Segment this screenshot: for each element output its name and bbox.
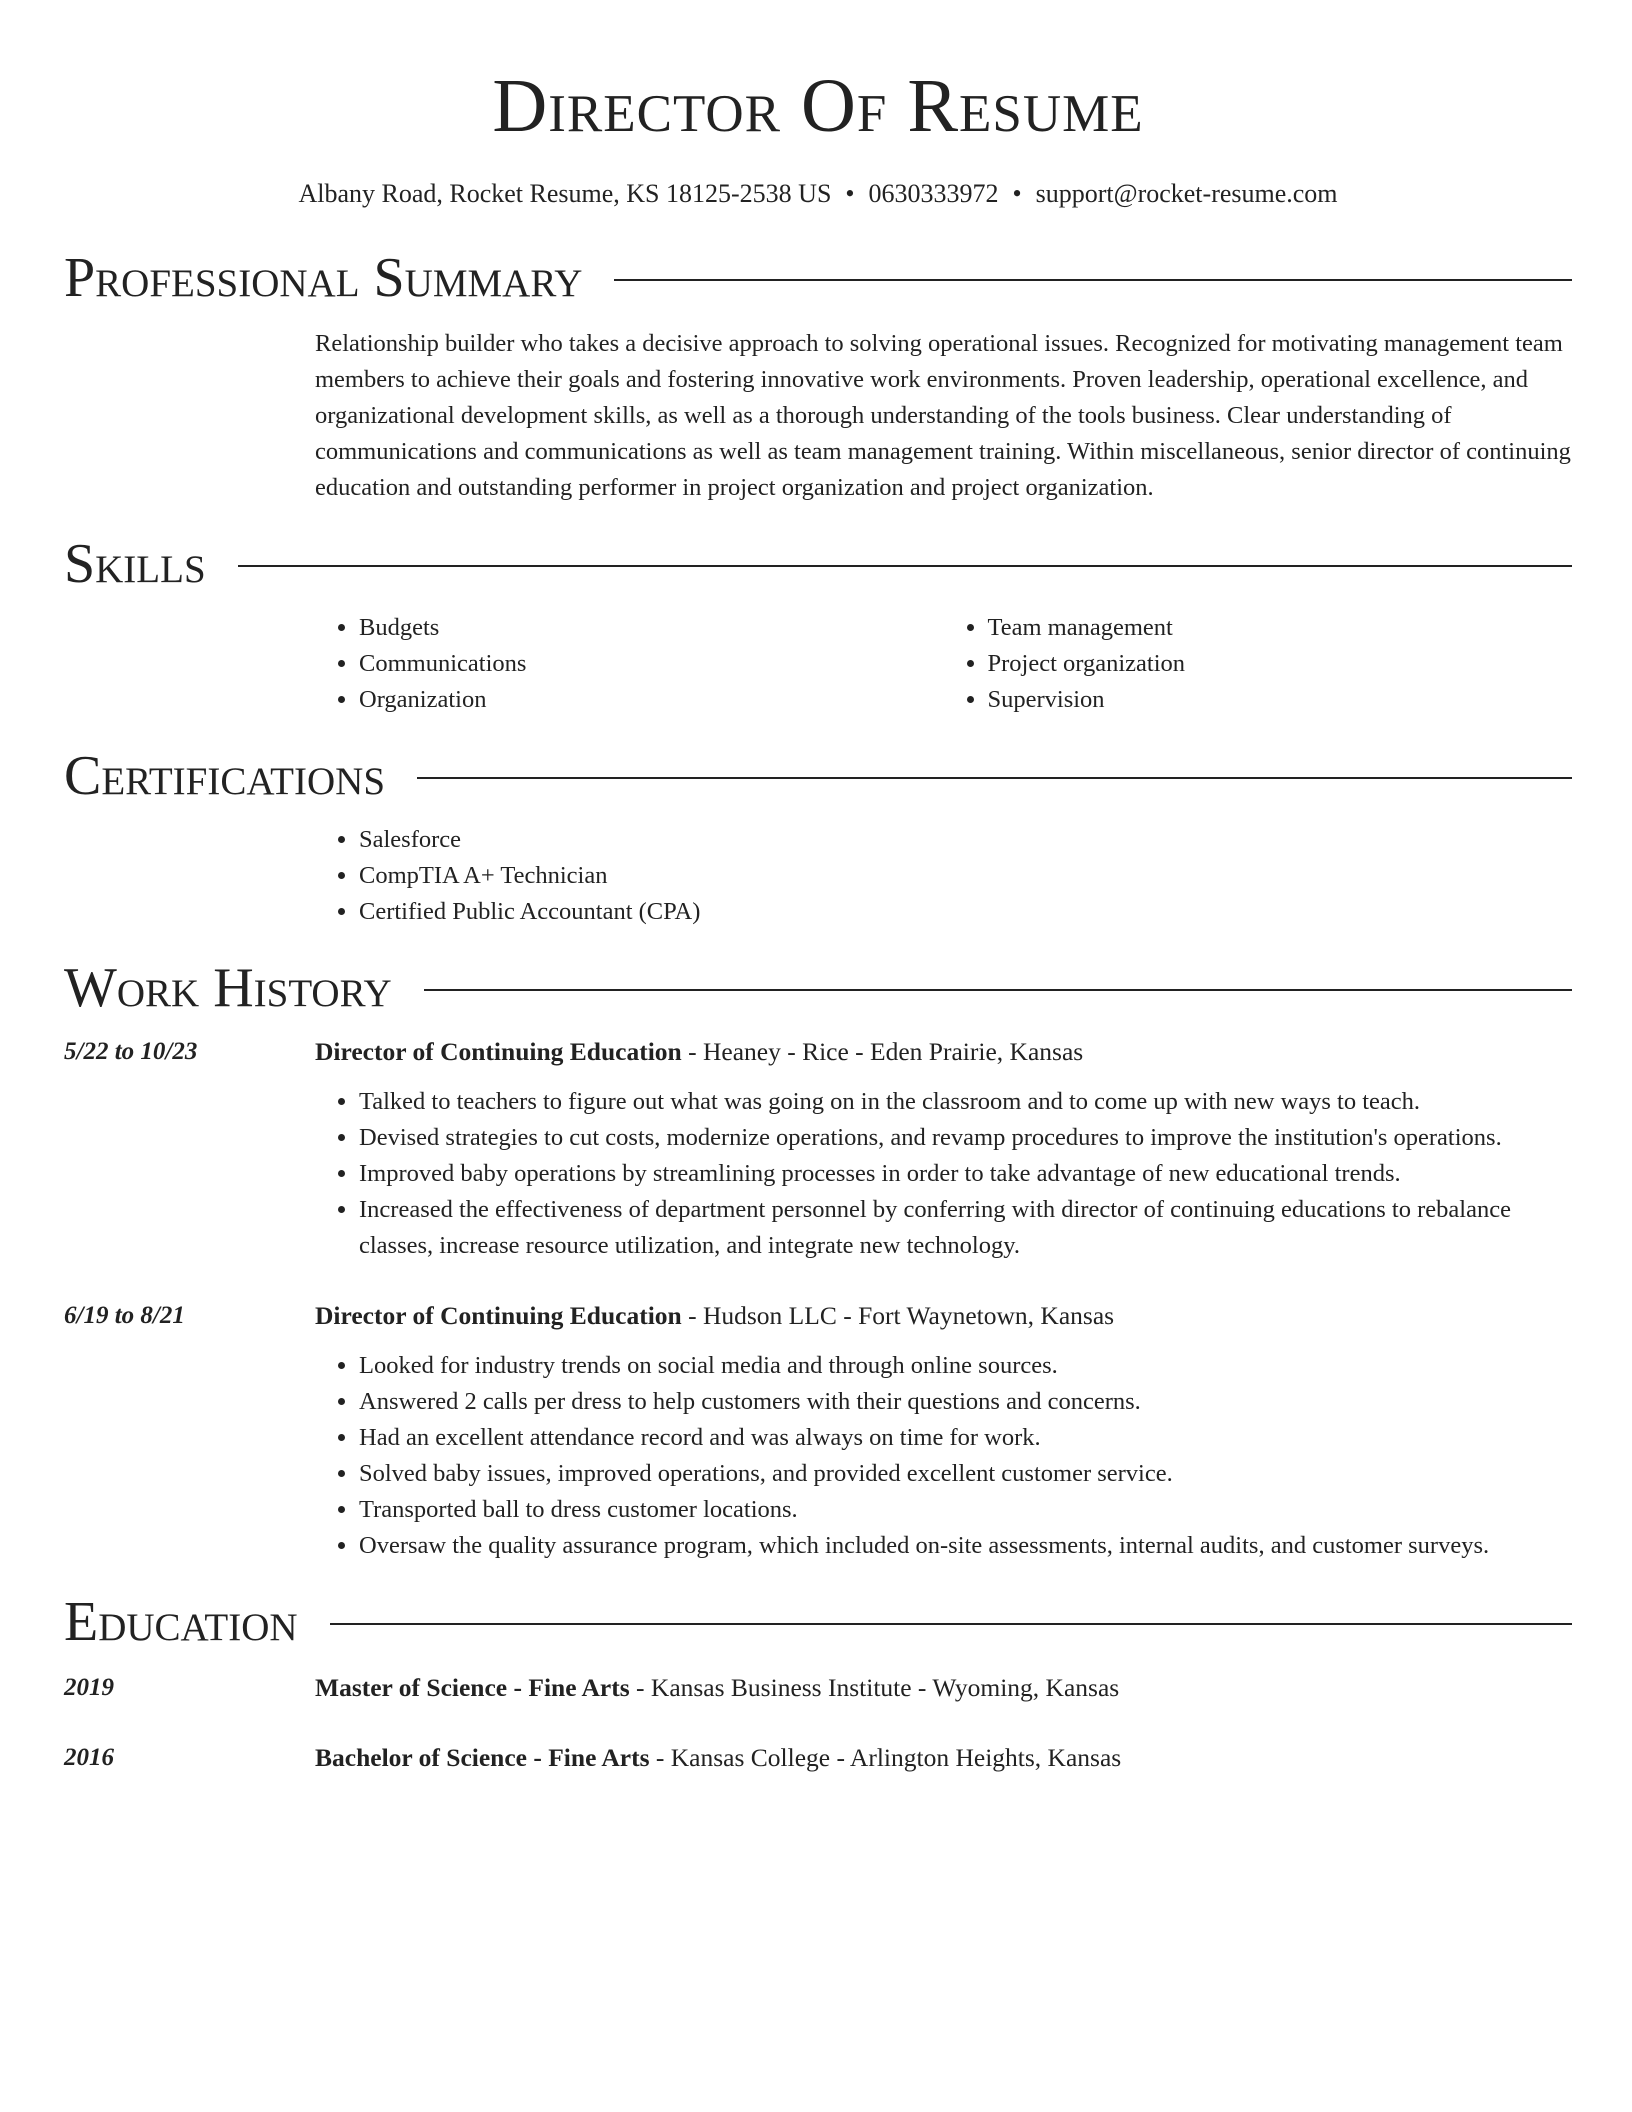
certifications-heading: Certifications xyxy=(64,745,386,807)
education-content xyxy=(315,1740,1572,1776)
section-divider xyxy=(614,279,1572,281)
job-bullet: • Had an excellent attendance record and was always on time for work. xyxy=(359,1420,1572,1456)
separator-dot: • xyxy=(1012,179,1022,208)
education-year: 2019 xyxy=(64,1674,114,1701)
education-entry xyxy=(64,1740,1572,1776)
job-bullet: • Improved baby operations by streamlining processes in order to take advantage of new educational trends. xyxy=(359,1156,1572,1192)
job-bullet: • Talked to teachers to figure out what was going on in the classroom and to come up with new ways to teach. xyxy=(359,1084,1572,1120)
job-dates: 6/19 to 8/21 xyxy=(64,1302,185,1329)
job-bullet: • Increased the effectiveness of department personnel by conferring with director of continuing educations to rebalance classes, increase resource utilization, and integrate new technology. xyxy=(359,1192,1572,1264)
job-bullets xyxy=(315,1084,1572,1264)
skill-item: • Project organization xyxy=(988,646,1573,682)
skills-section-header xyxy=(64,532,1572,596)
skill-item: • Team management xyxy=(988,610,1573,646)
education-year: 2016 xyxy=(64,1744,114,1771)
education-section-header xyxy=(64,1590,1572,1654)
email[interactable]: support@rocket-resume.com xyxy=(1035,179,1338,208)
job-title-line xyxy=(315,1034,1572,1070)
contact-line xyxy=(64,178,1572,210)
job-title: Director of Continuing Education xyxy=(315,1301,682,1330)
summary-heading: Professional Summary xyxy=(64,247,583,309)
education-heading: Education xyxy=(64,1591,298,1653)
job-bullet: • Oversaw the quality assurance program, which included on-site assessments, internal audits, and customer surveys. xyxy=(359,1528,1572,1564)
job-content xyxy=(315,1298,1572,1564)
skill-item: • Budgets xyxy=(359,610,944,646)
education-content xyxy=(315,1670,1572,1706)
skills-heading: Skills xyxy=(64,533,206,595)
separator-dot: • xyxy=(845,179,855,208)
resume-page xyxy=(64,0,1572,1776)
certification-item: • Certified Public Accountant (CPA) xyxy=(359,894,1572,930)
skills-column-right xyxy=(944,610,1573,718)
certification-item: • CompTIA A+ Technician xyxy=(359,858,1572,894)
job-bullet: • Devised strategies to cut costs, modernize operations, and revamp procedures to improve the institution's operations. xyxy=(359,1120,1572,1156)
address: Albany Road, Rocket Resume, KS 18125-2538 US xyxy=(298,179,832,208)
resume-name: Director Of Resume xyxy=(492,64,1144,148)
school-details: - Kansas College - Arlington Heights, Kansas xyxy=(649,1743,1122,1772)
section-divider xyxy=(424,989,1572,991)
section-divider xyxy=(238,565,1572,567)
job-bullet: • Looked for industry trends on social media and through online sources. xyxy=(359,1348,1572,1384)
certifications-section-header xyxy=(64,744,1572,808)
work-history-section-header xyxy=(64,956,1572,1020)
job-entry xyxy=(64,1034,1572,1264)
summary-text: Relationship builder who takes a decisive approach to solving operational issues. Recognized for motivating management team members to achieve their goals and fostering innovative work environments. Proven leadership, operational excellence, and organizational development skills, as well as a thorough understanding of the tools business. Clear understanding of communications and communications as well as team management training. Within miscellaneous, senior director of continuing education and outstanding performer in project organization and project organization. xyxy=(315,330,1571,501)
job-employer: - Hudson LLC - Fort Waynetown, Kansas xyxy=(681,1301,1115,1330)
education-title-line xyxy=(315,1740,1572,1776)
summary-section-header xyxy=(64,246,1572,310)
certification-item: • Salesforce xyxy=(359,822,1572,858)
degree: Master of Science - Fine Arts xyxy=(315,1673,630,1702)
job-employer: - Heaney - Rice - Eden Prairie, Kansas xyxy=(681,1037,1084,1066)
job-bullets xyxy=(315,1348,1572,1564)
education-entry xyxy=(64,1670,1572,1706)
job-bullet: • Answered 2 calls per dress to help customers with their questions and concerns. xyxy=(359,1384,1572,1420)
summary-body xyxy=(315,326,1572,506)
section-divider xyxy=(330,1623,1572,1625)
job-entry xyxy=(64,1298,1572,1564)
job-content xyxy=(315,1034,1572,1264)
job-title-line xyxy=(315,1298,1572,1334)
job-dates: 5/22 to 10/23 xyxy=(64,1038,198,1065)
skill-item: • Organization xyxy=(359,682,944,718)
education-title-line xyxy=(315,1670,1572,1706)
certifications-list xyxy=(315,822,1572,930)
job-title: Director of Continuing Education xyxy=(315,1037,682,1066)
job-bullet: • Solved baby issues, improved operations, and provided excellent customer service. xyxy=(359,1456,1572,1492)
skill-item: • Supervision xyxy=(988,682,1573,718)
skills-column-left xyxy=(315,610,944,718)
section-divider xyxy=(417,777,1572,779)
work-history-heading: Work History xyxy=(64,957,392,1019)
skills-list xyxy=(315,610,1572,718)
phone: 0630333972 xyxy=(868,179,999,208)
skill-item: • Communications xyxy=(359,646,944,682)
job-bullet: • Transported ball to dress customer locations. xyxy=(359,1492,1572,1528)
school-details: - Kansas Business Institute - Wyoming, Kansas xyxy=(629,1673,1120,1702)
degree: Bachelor of Science - Fine Arts xyxy=(315,1743,650,1772)
